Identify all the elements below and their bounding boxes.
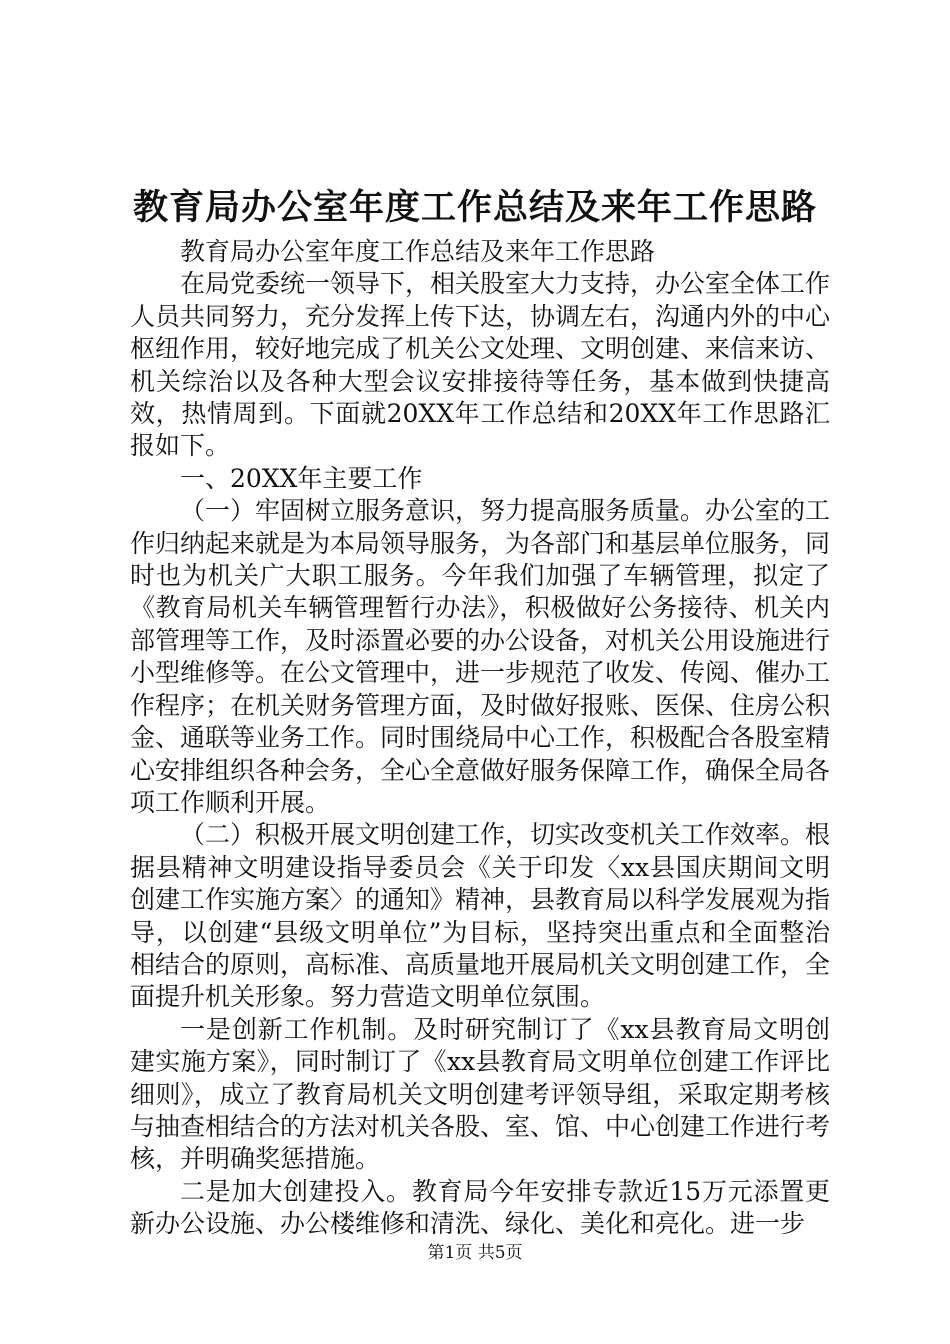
paragraph-mechanism: 一是创新工作机制。及时研究制订了《xx县教育局文明创建实施方案》，同时制订了《xx县教育局文明单位创建工作评比细则》，成立了教育局机关文明创建考评领导组，采取定期考核与抽查相结合的方法对机关各股、室、馆、中心创建工作进行考核，并明确奖惩措施。 bbox=[130, 1014, 831, 1174]
paragraph-service: （一）牢固树立服务意识，努力提高服务质量。办公室的工作归纳起来就是为本局领导服务，为各部门和基层单位服务，同时也为机关广大职工服务。今年我们加强了车辆管理，拟定了《教育局机关车辆管理暂行办法》，积极做好公务接待、机关内部管理等工作，及时添置必要的办公设备，对机关公用设施进行小型维修等。在公文管理中，进一步规范了收发、传阅、催办工作程序；在机关财务管理方面，及时做好报账、医保、住房公积金、通联等业务工作。同时围绕局中心工作，积极配合各股室精心安排组织各种会务，全心全意做好服务保障工作，确保全局各项工作顺利开展。 bbox=[130, 496, 831, 817]
paragraph-subtitle: 教育局办公室年度工作总结及来年工作思路 bbox=[180, 237, 656, 266]
paragraph-civilization: （二）积极开展文明创建工作，切实改变机关工作效率。根据县精神文明建设指导委员会《关于印发〈xx县国庆期间文明创建工作实施方案〉的通知》精神，县教育局以科学发展观为指导，以创建“县级文明单位”为目标，坚持突出重点和全面整治相结合的原则，高标准、高质量地开展局机关文明创建工作，全面提升机关形象。努力营造文明单位氛围。 bbox=[130, 820, 831, 1012]
paragraph-intro: 在局党委统一领导下，相关股室大力支持，办公室全体工作人员共同努力，充分发挥上传下达，协调左右，沟通内外的中心枢纽作用，较好地完成了机关公文处理、文明创建、来信来访、机关综治以及各种大型会议安排接待等任务，基本做到快捷高效，热情周到。下面就20XX年工作总结和20XX年工作思路汇报如下。 bbox=[130, 269, 831, 461]
section-heading: 一、20XX年主要工作 bbox=[180, 463, 423, 493]
document-title: 教育局办公室年度工作总结及来年工作思路 bbox=[132, 187, 817, 228]
paragraph-investment: 二是加大创建投入。教育局今年安排专款近15万元添置更新办公设施、办公楼维修和清洗、绿化、美化和亮化。进一步 bbox=[130, 1176, 830, 1239]
document-body bbox=[130, 236, 830, 1241]
page-footer: 第1页 共5页 bbox=[427, 1243, 523, 1263]
